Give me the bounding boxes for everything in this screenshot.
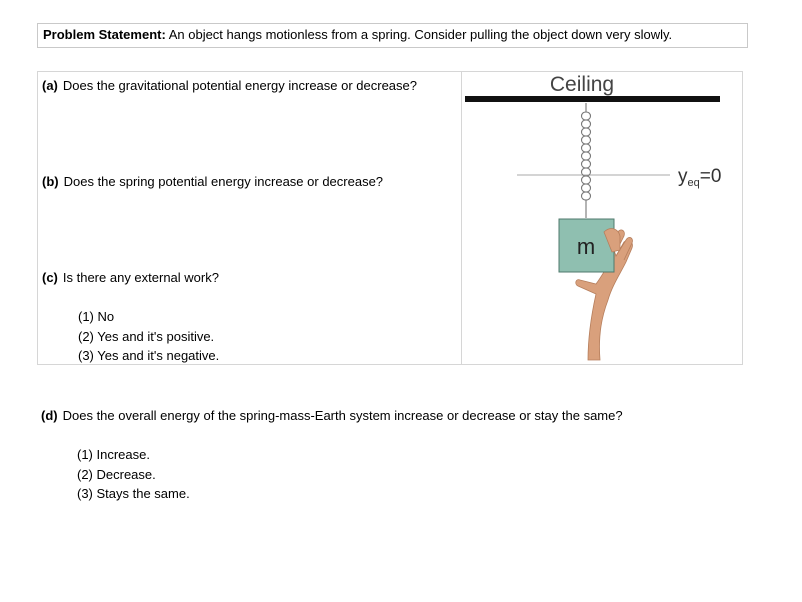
question-c-label: (c)	[42, 270, 58, 285]
ceiling-label: Ceiling	[549, 73, 615, 96]
question-d	[41, 408, 623, 423]
option-c-1: (1) No	[78, 309, 115, 324]
ceiling-bar	[465, 96, 720, 102]
question-a-label: (a)	[42, 78, 58, 93]
question-d-options	[77, 445, 190, 504]
spring-diagram	[462, 72, 742, 364]
question-d-label: (d)	[41, 408, 58, 423]
option-c-2: (2) Yes and it's positive.	[78, 328, 215, 344]
question-b	[42, 174, 383, 189]
option-d-1: (1) Increase.	[77, 447, 150, 462]
question-b-text: Does the spring potential energy increase or decrease?	[63, 174, 384, 189]
question-d-text: Does the overall energy of the spring-mass-Earth system increase or decrease or stay the same?	[62, 408, 623, 423]
option-d-2: (2) Decrease.	[77, 466, 156, 482]
problem-statement-label: Problem Statement:	[43, 27, 166, 42]
problem-statement-text: An object hangs motionless from a spring. Consider pulling the object down very slowly.	[168, 27, 673, 42]
spring-coil	[582, 103, 591, 218]
problem-statement	[37, 23, 748, 48]
question-c-options	[78, 307, 219, 366]
equilibrium-label: $y_{eq}=0$	[678, 166, 722, 189]
question-c-text: Is there any external work?	[62, 270, 219, 285]
question-c	[42, 270, 219, 285]
spring-mass-figure	[462, 72, 742, 364]
mass-label: m	[576, 234, 596, 259]
option-d-3: (3) Stays the same.	[77, 486, 190, 501]
question-b-label: (b)	[42, 174, 59, 189]
question-a-text: Does the gravitational potential energy increase or decrease?	[62, 78, 417, 93]
option-c-3: (3) Yes and it's negative.	[78, 348, 220, 363]
question-a	[42, 78, 417, 93]
